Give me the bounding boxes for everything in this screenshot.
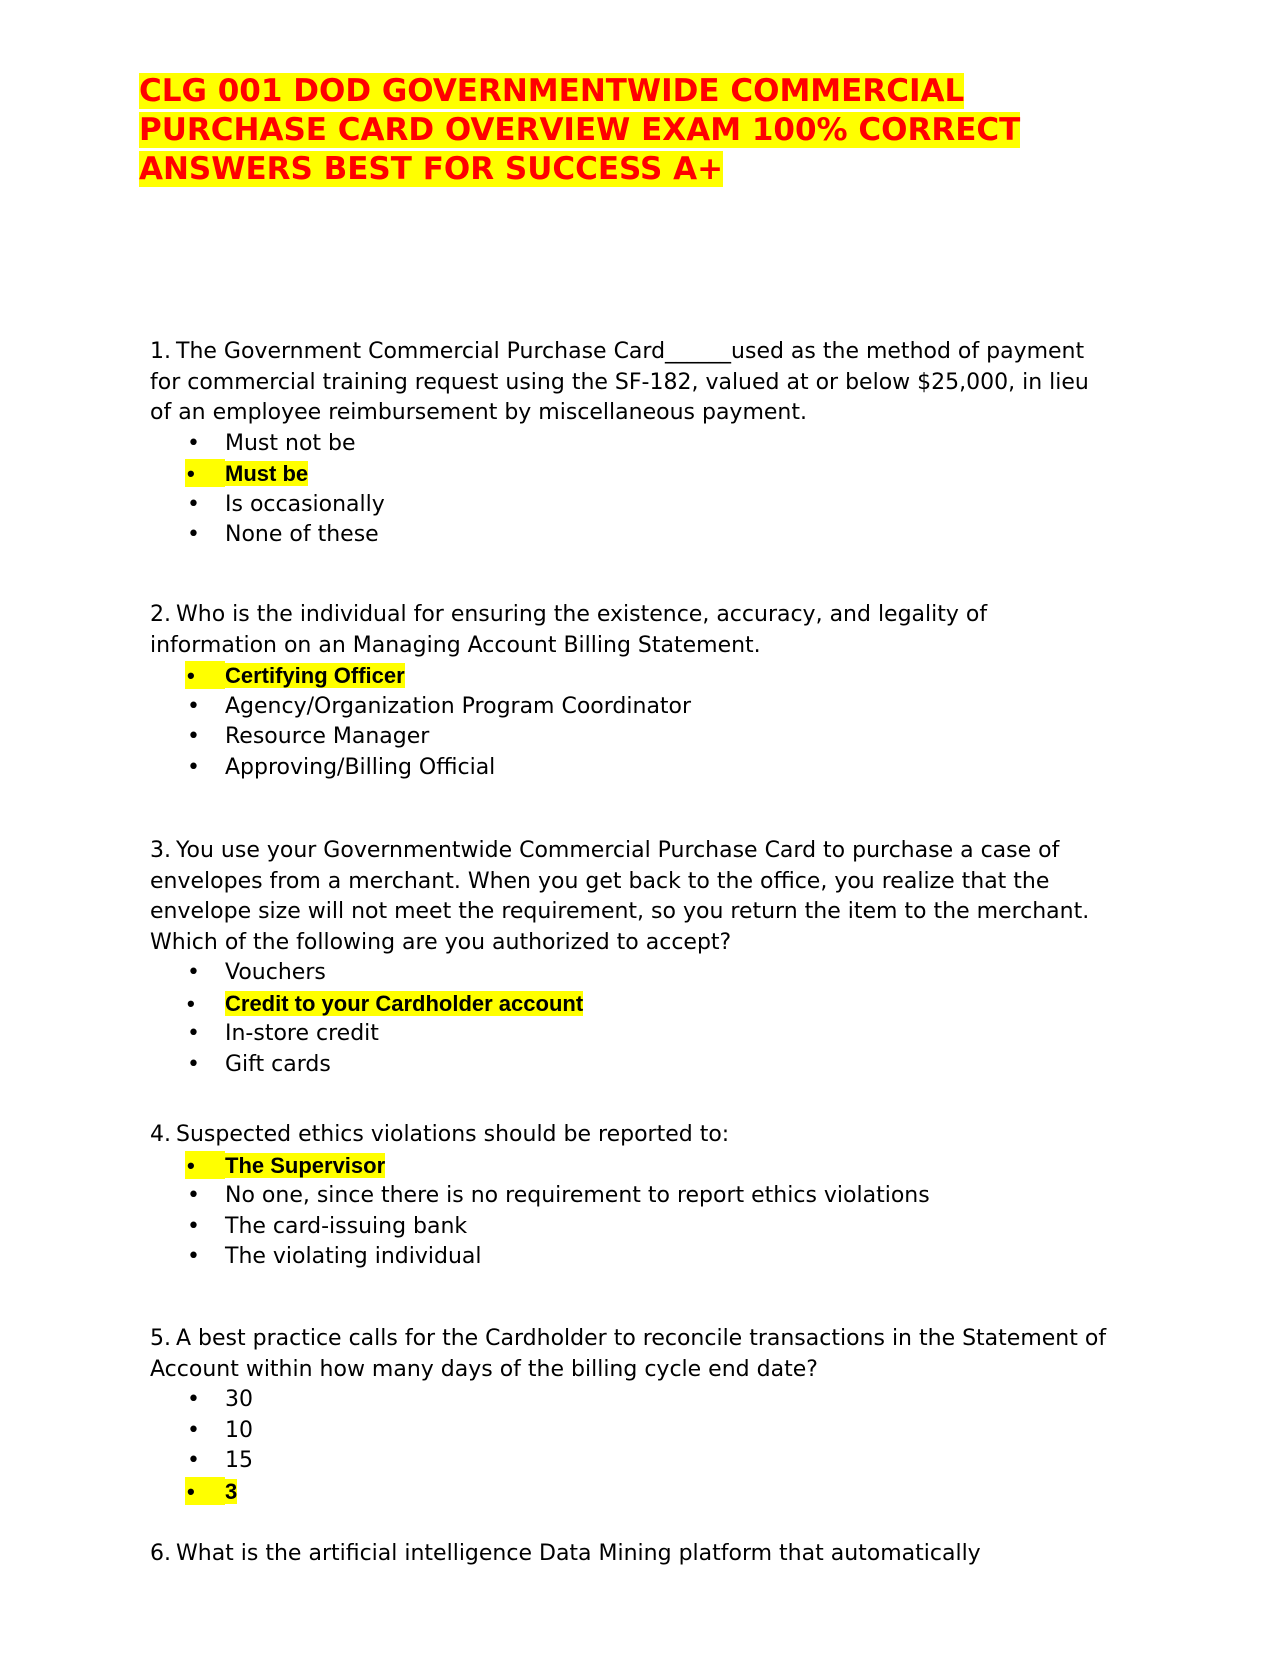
option-label: The card-issuing bank	[225, 1213, 468, 1239]
option-label: 3	[225, 1478, 238, 1504]
answer-option	[150, 692, 1150, 723]
answer-options	[150, 429, 1150, 551]
question-number: 3.	[150, 838, 171, 863]
answer-option	[150, 1050, 1150, 1081]
option-label: 15	[225, 1448, 253, 1473]
question-number: 1.	[150, 339, 171, 364]
question-5-text	[150, 1324, 1150, 1385]
title-line-3: ANSWERS BEST FOR SUCCESS A+	[139, 151, 724, 187]
answer-options	[150, 1385, 1150, 1507]
bullet-icon: •	[187, 960, 200, 985]
option-label: Certifying Officer	[225, 663, 405, 688]
bullet-icon: •	[187, 1387, 200, 1412]
question-line: Which of the following are you authorized to accept?	[150, 929, 732, 955]
bullet-icon: •	[187, 693, 200, 719]
option-label: Must be	[225, 461, 309, 486]
option-label: 10	[225, 1417, 253, 1443]
answer-option	[150, 1446, 1150, 1477]
answer-option	[150, 1416, 1150, 1447]
answer-option	[150, 1242, 1150, 1273]
document-title	[139, 72, 1139, 189]
option-label: Resource Manager	[225, 724, 430, 749]
correct-answer-option	[150, 1477, 1150, 1508]
option-label: The Supervisor	[225, 1152, 386, 1178]
bullet-icon: •	[187, 754, 200, 780]
bullet-icon: •	[187, 522, 200, 547]
question-4	[150, 1120, 1150, 1273]
answer-options	[150, 1151, 1150, 1273]
question-line: A best practice calls for the Cardholder to reconcile transactions in the Statement of	[176, 1326, 1107, 1351]
option-label: Is occasionally	[225, 491, 385, 517]
bullet-icon: •	[187, 990, 195, 1016]
correct-answer-option	[150, 989, 1150, 1020]
option-label: Credit to your Cardholder account	[225, 990, 584, 1016]
question-number: 5.	[150, 1326, 171, 1351]
bullet-icon: •	[187, 1021, 200, 1046]
answer-option	[150, 1212, 1150, 1243]
question-3	[150, 836, 1150, 1080]
question-line: What is the artificial intelligence Data Mining platform that automatically	[176, 1541, 981, 1566]
question-line: information on an Managing Account Billing Statement.	[150, 632, 761, 658]
correct-answer-option	[150, 459, 1150, 490]
question-6-text	[150, 1539, 1150, 1570]
bullet-icon: •	[187, 461, 195, 486]
bullet-icon: •	[187, 663, 195, 688]
bullet-icon: •	[187, 430, 200, 456]
question-line: envelope size will not meet the requirement, so you return the item to the merchant.	[150, 899, 1090, 924]
question-line: of an employee reimbursement by miscellaneous payment.	[150, 400, 807, 425]
option-label: No one, since there is no requirement to report ethics violations	[225, 1183, 930, 1208]
option-label: Vouchers	[225, 960, 326, 985]
answer-option	[150, 1385, 1150, 1416]
question-line: for commercial training request using the SF-182, valued at or below $25,000, in lieu	[150, 369, 1089, 395]
bullet-icon: •	[187, 1417, 200, 1443]
option-label: Agency/Organization Program Coordinator	[225, 693, 692, 719]
question-number: 4.	[150, 1122, 171, 1147]
bullet-icon: •	[187, 491, 200, 517]
bullet-icon: •	[187, 1448, 200, 1473]
bullet-icon: •	[187, 1244, 200, 1269]
bullet-icon: •	[187, 1051, 200, 1077]
title-line-2: PURCHASE CARD OVERVIEW EXAM 100% CORRECT	[139, 112, 1021, 148]
question-line: The Government Commercial Purchase Card______used as the method of payment	[176, 339, 1085, 364]
title-line-1: CLG 001 DOD GOVERNMENTWIDE COMMERCIAL	[139, 73, 965, 109]
question-number: 2.	[150, 602, 171, 627]
question-2-text	[150, 600, 1150, 661]
answer-option	[150, 1019, 1150, 1050]
bullet-icon: •	[187, 1152, 195, 1178]
question-line: You use your Governmentwide Commercial Purchase Card to purchase a case of	[176, 838, 1060, 863]
bullet-icon: •	[187, 1478, 195, 1504]
question-number: 6.	[150, 1541, 171, 1566]
option-label: Approving/Billing Official	[225, 754, 496, 780]
answer-option	[150, 753, 1150, 784]
bullet-icon: •	[187, 1213, 200, 1239]
answer-options	[150, 958, 1150, 1080]
option-label: None of these	[225, 522, 379, 547]
bullet-icon: •	[187, 724, 200, 749]
answer-option	[150, 429, 1150, 460]
answer-option	[150, 1181, 1150, 1212]
question-4-text	[150, 1120, 1150, 1151]
question-1	[150, 337, 1150, 551]
question-line: envelopes from a merchant. When you get back to the office, you realize that the	[150, 868, 1050, 894]
answer-option	[150, 490, 1150, 521]
correct-answer-option	[150, 661, 1150, 692]
correct-answer-option	[150, 1151, 1150, 1182]
answer-option	[150, 958, 1150, 989]
question-1-text	[150, 337, 1150, 429]
answer-options	[150, 661, 1150, 783]
option-label: In-store credit	[225, 1021, 379, 1046]
option-label: Must not be	[225, 430, 356, 456]
option-label: 30	[225, 1387, 253, 1412]
question-2	[150, 600, 1150, 783]
answer-option	[150, 520, 1150, 551]
answer-option	[150, 722, 1150, 753]
question-line: Who is the individual for ensuring the existence, accuracy, and legality of	[176, 602, 988, 627]
question-6	[150, 1539, 1150, 1570]
question-line: Suspected ethics violations should be reported to:	[176, 1122, 730, 1147]
option-label: Gift cards	[225, 1051, 331, 1077]
question-5	[150, 1324, 1150, 1507]
option-label: The violating individual	[225, 1244, 482, 1269]
question-line: Account within how many days of the billing cycle end date?	[150, 1356, 818, 1382]
question-3-text	[150, 836, 1150, 958]
bullet-icon: •	[187, 1183, 200, 1208]
